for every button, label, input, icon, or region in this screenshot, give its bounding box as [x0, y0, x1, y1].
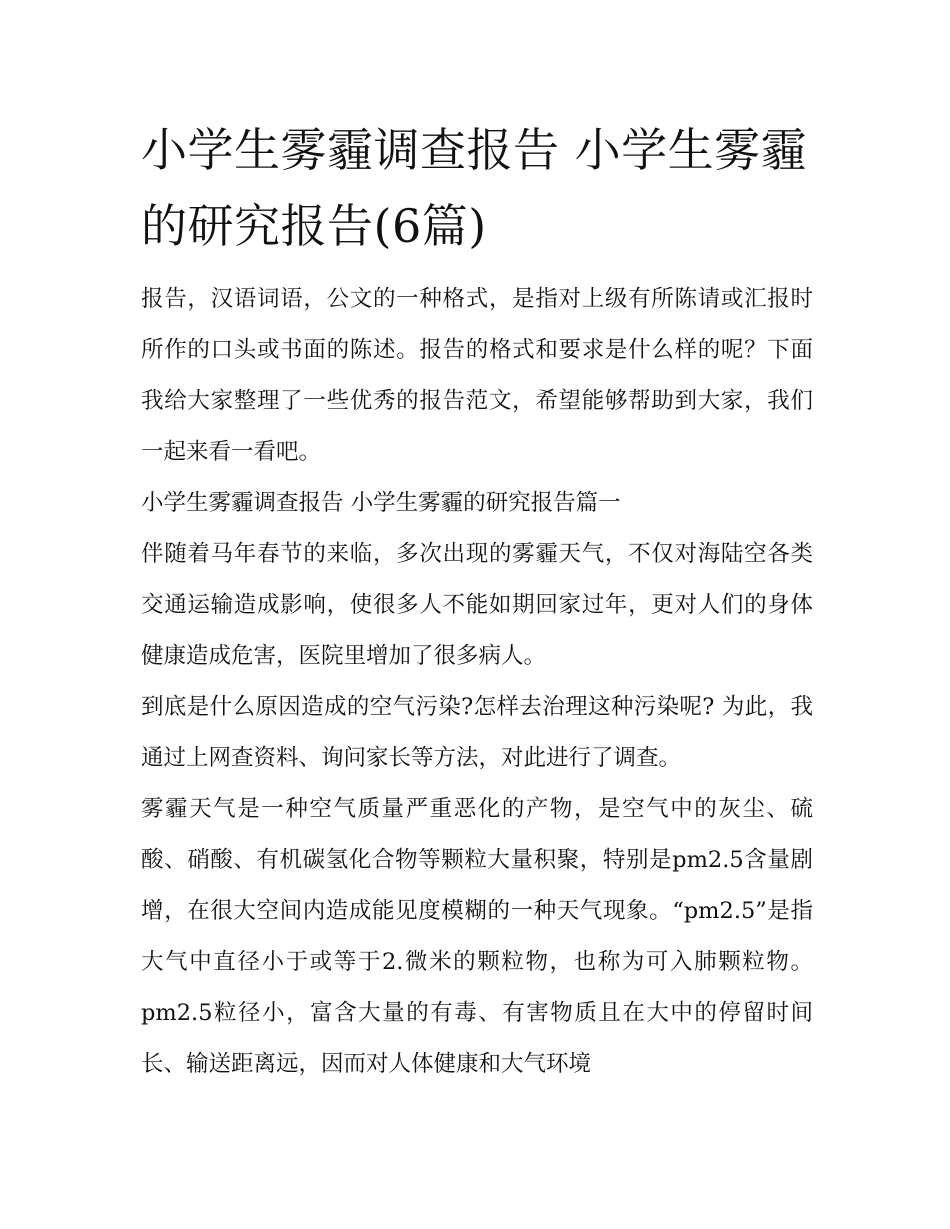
paragraph: 雾霾天气是一种空气质量严重恶化的产物，是空气中的灰尘、硫酸、硝酸、有机碳氢化合物等颗粒大量积聚，特别是pm2.5含量剧增，在很大空间内造成能见度模糊的一种天气现象。“pm2.5”是指大气中直径小于或等于2.微米的颗粒物，也称为可入肺颗粒物。pm2.5粒径小，富含大量的有毒、有害物质且在大中的停留时间长、输送距离远，因而对人体健康和大气环境 [141, 796, 813, 1077]
document-page [141, 112, 813, 1090]
paragraph: 伴随着马年春节的来临，多次出现的雾霾天气，不仅对海陆空各类交通运输造成影响，使很多人不能如期回家过年，更对人们的身体健康造成危害，医院里增加了很多病人。 [141, 541, 813, 669]
paragraph: 到底是什么原因造成的空气污染?怎样去治理这种污染呢? 为此，我通过上网查资料、询问家长等方法，对此进行了调查。 [141, 694, 813, 771]
paragraph-intro: 报告，汉语词语，公文的一种格式，是指对上级有所陈请或汇报时所作的口头或书面的陈述。报告的格式和要求是什么样的呢？下面我给大家整理了一些优秀的报告范文，希望能够帮助到大家，我们一起来看一看吧。 [141, 286, 813, 465]
section-heading: 小学生雾霾调查报告 小学生雾霾的研究报告篇一 [141, 490, 621, 516]
document-title: 小学生雾霾调查报告 小学生雾霾的研究报告(6篇) [141, 123, 808, 253]
document-body [141, 274, 813, 1090]
